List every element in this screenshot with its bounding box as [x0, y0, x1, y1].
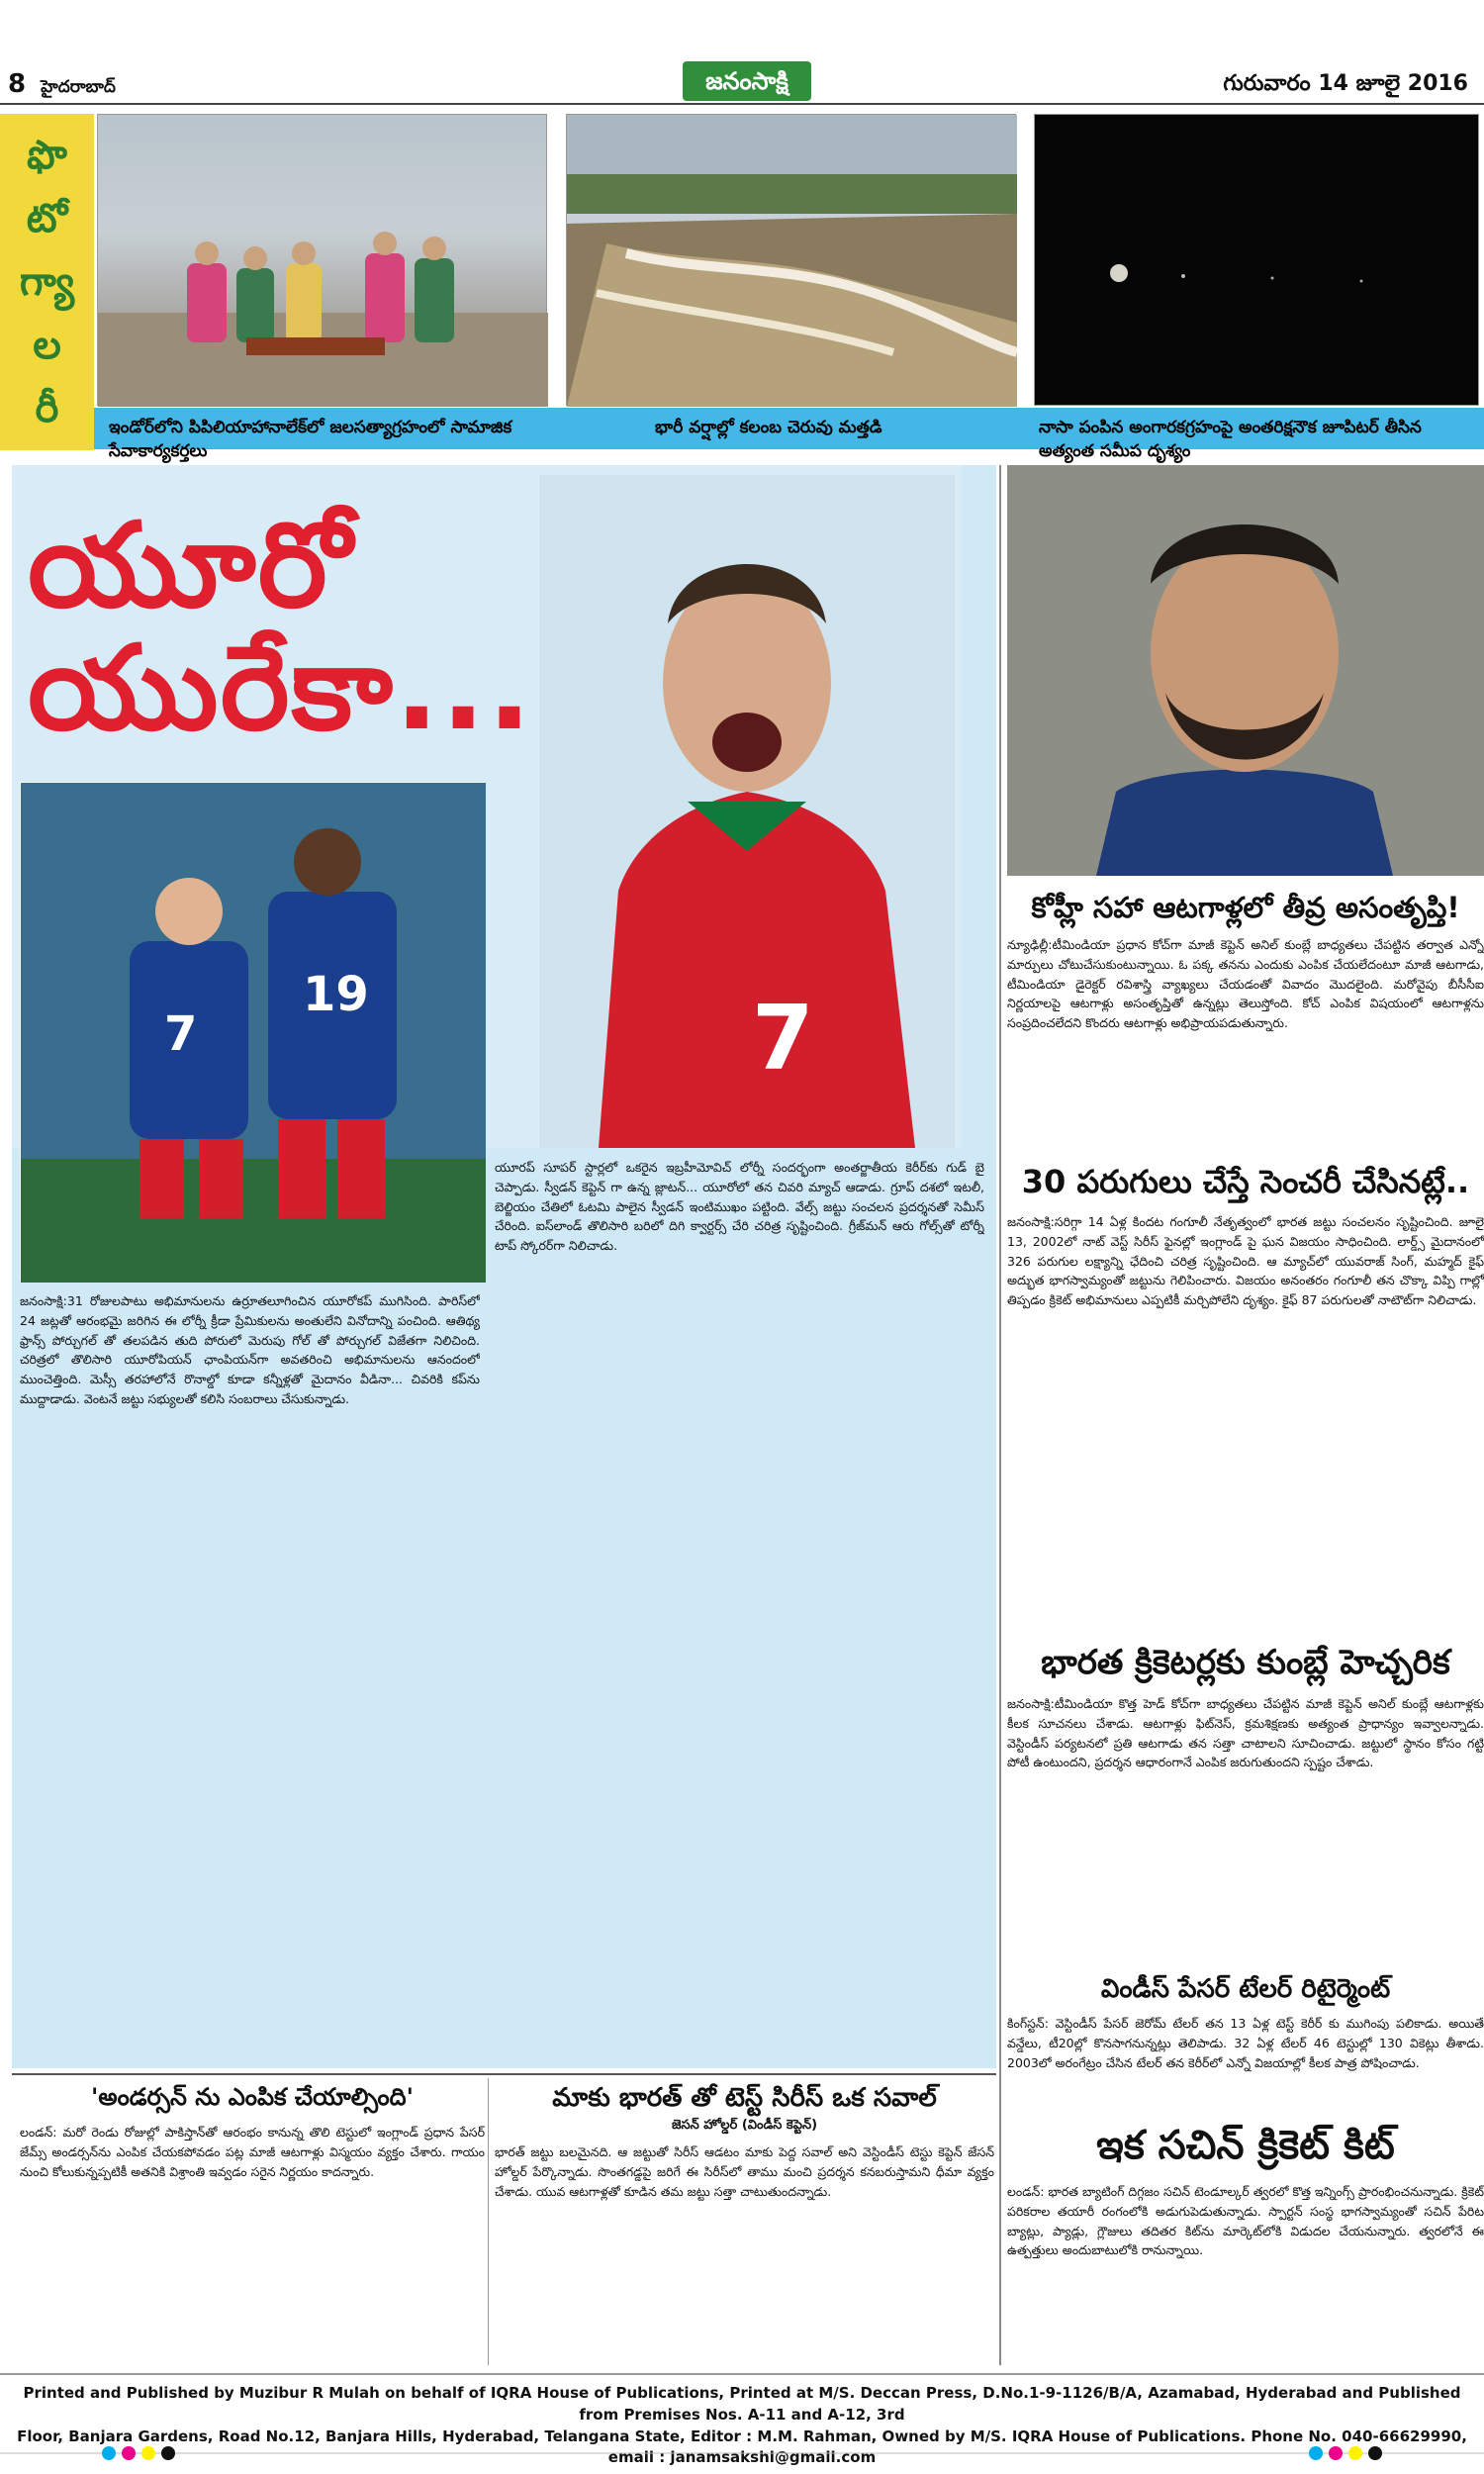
waterfall-photo [566, 114, 1016, 406]
gallery-char: టో [26, 196, 68, 241]
taylor-headline: విండీస్ పేసర్ టేలర్ రిటైర్మెంట్ [1100, 1974, 1391, 2004]
france-players-illustration [21, 783, 486, 1283]
svg-text:7: 7 [164, 1006, 198, 1062]
protest-illustration [98, 115, 548, 407]
gallery-char: గ్యా [19, 259, 75, 305]
sachin-body: లండన్: భారత బ్యాటింగ్ దిగ్గజం సచిన్ టెండూల్కర్ త్వరలో కొత్త ఇన్నింగ్స్ ప్రారంభించనున్నాడు. క్రికెట్ పరికరాల తయారీ రంగంలోకి అడుగుపెడుతున్నాడు. స్పార్టన్ సంస్థ భాగస్వామ్యంతో సచిన్ పేరిట బ్యాట్లు, ప్యాడ్లు, గ్లౌజులు తదితర కిట్‌ను మార్కెట్‌లోకి విడుదల చేయనున్నారు. త్వరలోనే ఈ ఉత్పత్తులు అందుబాటులోకి రానున్నాయి. [1007, 2184, 1484, 2258]
euro-body-right: యూరప్ సూపర్ స్టార్లలో ఒకరైన ఇబ్రహీమోవిచ్ లోర్నీ సందర్భంగా అంతర్జాతీయ కెరీర్‌కు గుడ్ బై చెప్పాడు. స్వీడన్ కెప్టెన్ గా ఉన్న జ్లాటన్... యూరోలో తన చివరి మ్యాచ్ ఆడాడు. గ్రూప్ దశలో ఇటలీ, బెల్జియం చేతిలో ఓటమి పాలైన స్వీడన్ ఇంటిముఖం పట్టింది. వేల్స్ జట్టు సంచలన ప్రదర్శనతో సెమీస్ చేరింది. ఐస్‌లాండ్ తొలిసారి బరిలో దిగి క్వార్టర్స్ చేరి చరిత్ర సృష్టించింది. గ్రీజ్‌మన్ ఆరు గోల్స్‌తో టోర్నీ టాప్ స్కోరర్‌గా నిలిచాడు. [495, 1160, 984, 1253]
gallery-char: ఫొ [27, 133, 67, 178]
column-divider [999, 465, 1001, 2365]
test-series-byline: జెసన్ హోల్డర్ (విండీస్ కెప్టెన్) [671, 2118, 818, 2133]
svg-text:7: 7 [752, 987, 814, 1091]
svg-text:19: 19 [303, 967, 369, 1022]
section-divider [12, 2073, 996, 2075]
imprint-line2: Floor, Banjara Gardens, Road No.12, Banjara Hills, Hyderabad, Telangana State, Editor : M.M. Rahman, Owned by M/S. IQRA House of Publications. Phone No. 040-66629990, email : janamsakshi@gmail.com [17, 2426, 1467, 2467]
jupiter-photo [1034, 114, 1479, 406]
bottom-divider [488, 2078, 489, 2365]
caption-protest: ఇండోర్‌లోని పిపిలియాహానాలేక్‌లో జలసత్యాగ్రహంలో సామాజిక సేవాకార్యకర్తలు [109, 418, 512, 461]
anderson-headline: 'అండర్సన్ ను ఎంపిక చేయాల్సింది' [91, 2083, 414, 2111]
kohli-body: న్యూఢిల్లీ:టీమిండియా ప్రధాన కోచ్‌గా మాజీ కెప్టెన్ అనిల్ కుంబ్లే బాధ్యతలు చేపట్టిన తర్వాత ఎన్నో మార్పులు చోటుచేసుకుంటున్నాయి. ఓ పక్క తనను ఎందుకు ఎంపిక చేయలేదంటూ మాజీ ఆటగాడు, టీమిండియా డైరెక్టర్ రవిశాస్త్రి వ్యాఖ్యలు చేయడంతో వివాదం మొదలైంది. మరోవైపు బీసీసీఐ నిర్ణయాలపై ఆటగాళ్లు అసంతృప్తితో ఉన్నట్లు తెలుస్తోంది. కోచ్ ఎంపిక విషయంలో ఆటగాళ్లను సంప్రదించలేదని కొందరు ఆటగాళ్లు అభిప్రాయపడుతున్నారు. [1007, 937, 1484, 1030]
waterfall-illustration [567, 115, 1017, 407]
kohli-photo [1007, 465, 1484, 876]
sachin-headline: ఇక సచిన్ క్రికెట్ కిట్ [1096, 2123, 1395, 2168]
city-label: హైదరాబాద్ [41, 77, 116, 97]
euro-headline-line1: యూరో [28, 497, 354, 633]
registration-marks [0, 2442, 1484, 2464]
imprint-line1: Printed and Published by Muzibur R Mulah on behalf of IQRA House of Publications, Printed at M/S. Deccan Press, D.No.1-9-1126/B/A, Azamabad, Hyderabad and Published from Premises Nos. A-11 and A-12, 3rd [23, 2384, 1461, 2424]
euro-headline-line2: యురేకా... [28, 618, 534, 756]
euro-body-left: జనంసాక్షి:31 రోజులపాటు అభిమానులను ఉర్రూతలూగించిన యూరోకప్ ముగిసింది. పారిస్‌లో 24 జట్లతో ఆరంభమై జరిగిన ఈ లోర్నీ క్రీడా ప్రేమికులను అంతులేని వినోదాన్ని పంచింది. ఆతిథ్య ఫ్రాన్స్ పోర్చుగల్ తో తలపడిన తుది పోరులో మెరుపు గోల్ తో పోర్చుగల్ విజేతగా నిలిచింది. చరిత్రలో తొలిసారి యూరోపియన్ ఛాంపియన్‌గా అవతరించి అభిమానులను ఆనందంలో ముంచెత్తింది. మెస్సీ తరహాలోనే రొనాల్డో కూడా కన్నీళ్లతో మైదానం వీడినా... చివరికి కప్‌ను ముద్దాడాడు. వెంటనే జట్టు సభ్యులతో కలిసి సంబరాలు చేసుకున్నాడు. [20, 1293, 480, 1406]
kumble-body: జనంసాక్షి:టీమిండియా కొత్త హెడ్ కోచ్‌గా బాధ్యతలు చేపట్టిన మాజీ కెప్టెన్ అనిల్ కుంబ్లే ఆటగాళ్లకు కీలక సూచనలు చేశాడు. ఆటగాళ్లు ఫిట్‌నెస్, క్రమశిక్షణకు అత్యంత ప్రాధాన్యం ఇవ్వాలన్నాడు. వెస్టిండీస్ పర్యటనలో ప్రతి ఆటగాడు తన సత్తా చాటాలని సూచించాడు. జట్టులో స్థానం కోసం గట్టి పోటీ ఉంటుందని, ప్రదర్శన ఆధారంగానే ఎంపిక జరుగుతుందని స్పష్టం చేశాడు. [1007, 1696, 1484, 1770]
newspaper-logo: జనంసాక్షి [683, 61, 811, 101]
kumble-headline: భారత క్రికెటర్లకు కుంబ్లే హెచ్చరిక [1041, 1643, 1450, 1682]
ronaldo-photo [539, 475, 955, 1148]
ronaldo-illustration [539, 475, 955, 1148]
gallery-char: ల [33, 323, 61, 368]
header-divider [0, 103, 1484, 105]
century-headline: 30 పరుగులు చేస్తే సెంచరీ చేసినట్లే.. [1021, 1163, 1470, 1200]
kohli-headline: కోహ్లీ సహా ఆటగాళ్లలో తీవ్ర అసంతృప్తి! [1031, 891, 1460, 924]
page-number: 8 [8, 69, 27, 99]
anderson-body: లండన్: మరో రెండు రోజుల్లో పాకిస్తాన్‌తో ఆరంభం కానున్న తొలి టెస్టులో ఇంగ్లాండ్ ప్రధాన పేసర్ జేమ్స్ అండర్సన్‌ను ఎంపిక చేయకపోవడం పట్ల మాజీ ఆటగాళ్లు విస్మయం వ్యక్తం చేశారు. గాయం నుంచి కోలుకున్నప్పటికీ అతనికి విశ్రాంతి ఇవ్వడం సరైన నిర్ణయం కాదన్నారు. [20, 2125, 485, 2179]
photo-gallery-label [0, 114, 94, 450]
page-number-city [8, 69, 116, 101]
euro-headline [28, 497, 534, 756]
page-header [0, 0, 1484, 109]
taylor-body: కింగ్‌స్టన్: వెస్టిండీస్ పేసర్ జెరోమ్ టేలర్ తన 13 ఏళ్ల టెస్ట్ కెరీర్ కు ముగింపు పలికాడు. అయితే వన్డేలు, టీ20ల్లో కొనసాగనున్నట్లు తెలిపాడు. 32 ఏళ్ల టేలర్ 46 టెస్టుల్లో 130 వికెట్లు తీశాడు. 2003లో అరంగేట్రం చేసిన టేలర్ తన కెరీర్‌లో ఎన్నో విజయాల్లో కీలక పాత్ర పోషించాడు. [1007, 2016, 1484, 2070]
color-registration-bar [0, 2442, 1484, 2464]
france-players-photo [20, 782, 485, 1282]
kohli-illustration [1007, 465, 1484, 876]
caption-waterfall: భారీ వర్షాల్లో కలంబ చెరువు మత్తడి [655, 418, 882, 437]
test-series-body: భారత్ జట్టు బలమైనది. ఆ జట్టుతో సిరీస్ ఆడటం మాకు పెద్ద సవాల్ అని వెస్టిండీస్ టెస్టు కెప్టెన్ జేసన్ హోల్డర్ పేర్కొన్నాడు. సొంతగడ్డపై జరిగే ఈ సిరీస్‌లో తాము మంచి ప్రదర్శన కనబరుస్తామని ధీమా వ్యక్తం చేశాడు. యువ ఆటగాళ్లతో కూడిన తమ జట్టు సత్తా చాటుతుందన్నాడు. [495, 2144, 994, 2199]
date-label: గురువారం 14 జూలై 2016 [1223, 71, 1468, 96]
test-series-headline: మాకు భారత్ తో టెస్ట్ సిరీస్ ఒక సవాల్ [552, 2083, 937, 2113]
gallery-char: రీ [35, 386, 59, 431]
jupiter-illustration [1035, 115, 1480, 407]
caption-jupiter: నాసా పంపిన అంగారకగ్రహంపై అంతరిక్షనౌక జూపిటర్ తీసిన అత్యంత సమీప దృశ్యం [1039, 418, 1422, 461]
protest-photo [97, 114, 547, 406]
century-body: జనంసాక్షి:సరిగ్గా 14 ఏళ్ల కిందట గంగూలీ నేతృత్వంలో భారత జట్టు సంచలనం సృష్టించింది. జూలై 13, 2002లో నాట్ వెస్ట్ సిరీస్ ఫైనల్లో ఇంగ్లాండ్ పై ఘన విజయం సాధించింది. లార్డ్స్ మైదానంలో 326 పరుగుల లక్ష్యాన్ని ఛేదించి చరిత్ర సృష్టించింది. ఆ మ్యాచ్‌లో యువరాజ్ సింగ్, మహ్మద్ కైఫ్ అద్భుత భాగస్వామ్యంతో జట్టును గెలిపించారు. విజయం అనంతరం గంగూలీ తన చొక్కా విప్పి గాల్లో తిప్పడం క్రికెట్ అభిమానులు ఎప్పటికీ మర్చిపోలేని దృశ్యం. కైఫ్ 87 పరుగులతో నాటౌట్‌గా నిలిచాడు. [1007, 1214, 1484, 1307]
